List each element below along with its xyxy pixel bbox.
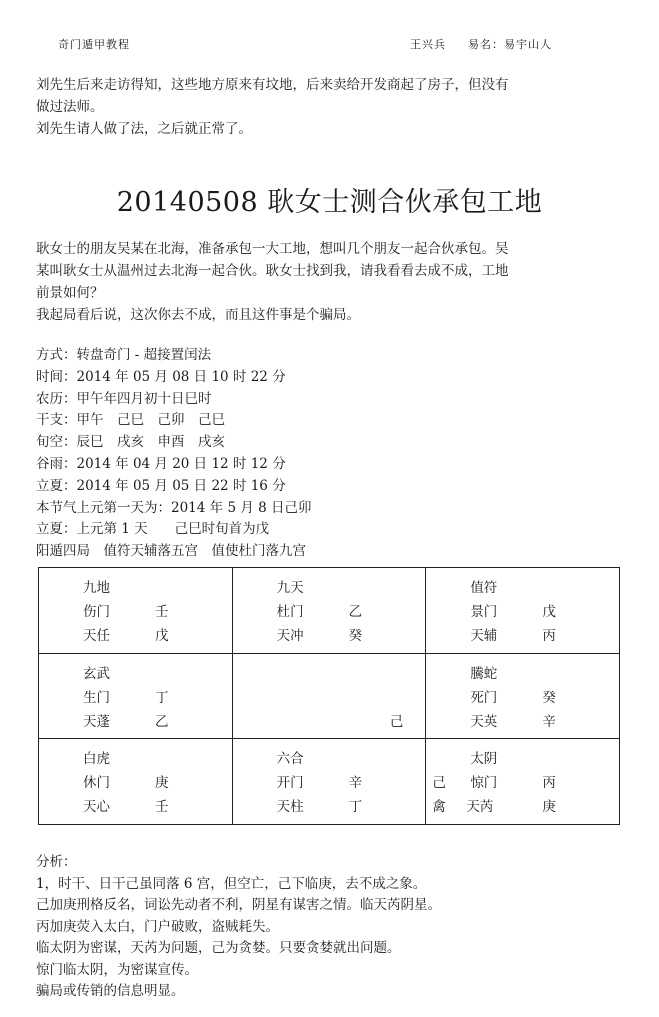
intro-line: 刘先生请人做了法，之后就正常了。 bbox=[36, 121, 252, 137]
palace-star-stem: 戊 bbox=[155, 628, 169, 644]
palace-5 bbox=[232, 653, 426, 739]
nine-palace-grid bbox=[38, 567, 620, 825]
palace-extra-stem: 己 bbox=[432, 775, 446, 792]
intro-paragraph bbox=[36, 74, 636, 140]
intro-line: 做过法师。 bbox=[36, 99, 104, 115]
palace-7 bbox=[426, 653, 620, 739]
palace-star: 天心 bbox=[83, 799, 110, 816]
palace-door-stem: 壬 bbox=[155, 604, 169, 620]
palace-9 bbox=[232, 568, 426, 654]
palace-star-stem: 丙 bbox=[542, 628, 556, 644]
palace-star: 天英 bbox=[470, 713, 498, 730]
palace-8 bbox=[39, 739, 233, 825]
palace-star-stem: 癸 bbox=[348, 628, 363, 644]
story-line: 前景如何？ bbox=[36, 285, 104, 301]
palace-god: 玄武 bbox=[83, 665, 110, 682]
info-line: 旬空：辰巳 戌亥 申酉 戌亥 bbox=[36, 434, 225, 451]
palace-door-stem: 庚 bbox=[155, 775, 169, 792]
palace-star-stem: 壬 bbox=[155, 799, 169, 816]
palace-door: 杜门 bbox=[276, 604, 304, 620]
palace-door-stem: 乙 bbox=[348, 604, 363, 620]
palace-6 bbox=[426, 739, 620, 825]
palace-star: 天辅 bbox=[470, 628, 498, 644]
palace-3 bbox=[39, 653, 233, 739]
palace-god: 值符 bbox=[470, 580, 498, 596]
palace-god: 太阴 bbox=[470, 751, 498, 768]
palace-star: 天柱 bbox=[276, 799, 304, 816]
palace-door-stem: 癸 bbox=[542, 689, 556, 706]
header-author: 王兴兵 bbox=[410, 38, 446, 51]
story-paragraph bbox=[36, 238, 636, 326]
palace-god: 六合 bbox=[276, 751, 304, 768]
palace-door-stem: 戊 bbox=[542, 604, 556, 620]
story-line: 耿女士的朋友吴某在北海，准备承包一大工地，想叫几个朋友一起合伙承包。吴 bbox=[36, 241, 509, 257]
header-alias: 易名：易宇山人 bbox=[468, 38, 552, 51]
palace-extra-star: 禽 bbox=[432, 799, 446, 816]
palace-star-stem: 丁 bbox=[348, 799, 363, 816]
palace-star: 天冲 bbox=[276, 628, 304, 644]
palace-star-stem: 乙 bbox=[155, 713, 169, 730]
palace-center-stem: 己 bbox=[389, 713, 404, 730]
story-line: 我起局看后说，这次你去不成，而且这件事是个骗局。 bbox=[36, 307, 360, 323]
header-book-title: 奇门遁甲教程 bbox=[58, 38, 130, 51]
palace-door: 休门 bbox=[83, 775, 110, 792]
analysis-section bbox=[36, 852, 636, 1003]
palace-door: 景门 bbox=[470, 604, 498, 620]
info-line: 阳遁四局 值符天辅落五宫 值使杜门落九宫 bbox=[36, 543, 306, 560]
info-line: 谷雨：2014 年 04 月 20 日 12 时 12 分 bbox=[36, 455, 286, 472]
palace-door-stem: 丁 bbox=[155, 689, 169, 706]
analysis-line: 临太阴为密谋，天芮为问题，己为贪婪。只要贪婪就出问题。 bbox=[36, 940, 401, 956]
case-title: 20140508 耿女士测合伙承包工地 bbox=[116, 187, 543, 218]
analysis-line: 己加庚刑格反名，词讼先动者不利，阴星有谋害之情。临天芮阴星。 bbox=[36, 897, 441, 913]
palace-door-stem: 丙 bbox=[542, 775, 556, 792]
palace-door: 惊门 bbox=[470, 775, 498, 792]
analysis-line: 惊门临太阴，为密谋宣传。 bbox=[36, 961, 198, 978]
palace-door: 生门 bbox=[83, 689, 110, 706]
palace-1 bbox=[232, 739, 426, 825]
palace-star: 天芮 bbox=[466, 799, 494, 816]
analysis-heading: 分析： bbox=[36, 854, 77, 870]
palace-star: 天蓬 bbox=[83, 713, 110, 730]
palace-door-stem: 辛 bbox=[348, 775, 363, 792]
analysis-line: 1，时干、日干己虽同落 6 宫，但空亡，己下临庚，去不成之象。 bbox=[36, 875, 427, 892]
chart-info bbox=[36, 345, 636, 563]
palace-god: 騰蛇 bbox=[470, 665, 498, 682]
info-line: 本节气上元第一天为：2014 年 5 月 8 日己卯 bbox=[36, 499, 312, 516]
analysis-line: 骗局或传销的信息明显。 bbox=[36, 983, 185, 999]
info-line: 时间：2014 年 05 月 08 日 10 时 22 分 bbox=[36, 368, 286, 385]
palace-star-stem: 辛 bbox=[542, 713, 556, 730]
info-line: 立夏：上元第 1 天 己巳时旬首为戊 bbox=[36, 521, 270, 538]
info-line: 方式：转盘奇门 - 超接置闰法 bbox=[36, 347, 212, 363]
palace-star: 天任 bbox=[83, 628, 110, 644]
palace-god: 白虎 bbox=[83, 751, 110, 768]
info-line: 立夏：2014 年 05 月 05 日 22 时 16 分 bbox=[36, 477, 286, 494]
analysis-line: 丙加庚荧入太白，门户破败，盗贼耗失。 bbox=[36, 918, 279, 935]
story-line: 某叫耿女士从温州过去北海一起合伙。耿女士找到我，请我看看去成不成，工地 bbox=[36, 263, 509, 279]
palace-god: 九地 bbox=[83, 580, 110, 596]
palace-door: 开门 bbox=[276, 775, 304, 792]
info-line: 农历：甲午年四月初十日巳时 bbox=[36, 390, 212, 407]
intro-line: 刘先生后来走访得知，这些地方原来有坟地，后来卖给开发商起了房子，但没有 bbox=[36, 77, 509, 93]
palace-2 bbox=[426, 568, 620, 654]
info-line: 干支：甲午 己巳 己卯 己巳 bbox=[36, 412, 225, 429]
palace-door: 死门 bbox=[470, 689, 498, 706]
palace-door: 伤门 bbox=[83, 604, 110, 620]
palace-star-stem: 庚 bbox=[542, 799, 556, 816]
palace-4 bbox=[39, 568, 233, 654]
palace-god: 九天 bbox=[276, 580, 304, 596]
